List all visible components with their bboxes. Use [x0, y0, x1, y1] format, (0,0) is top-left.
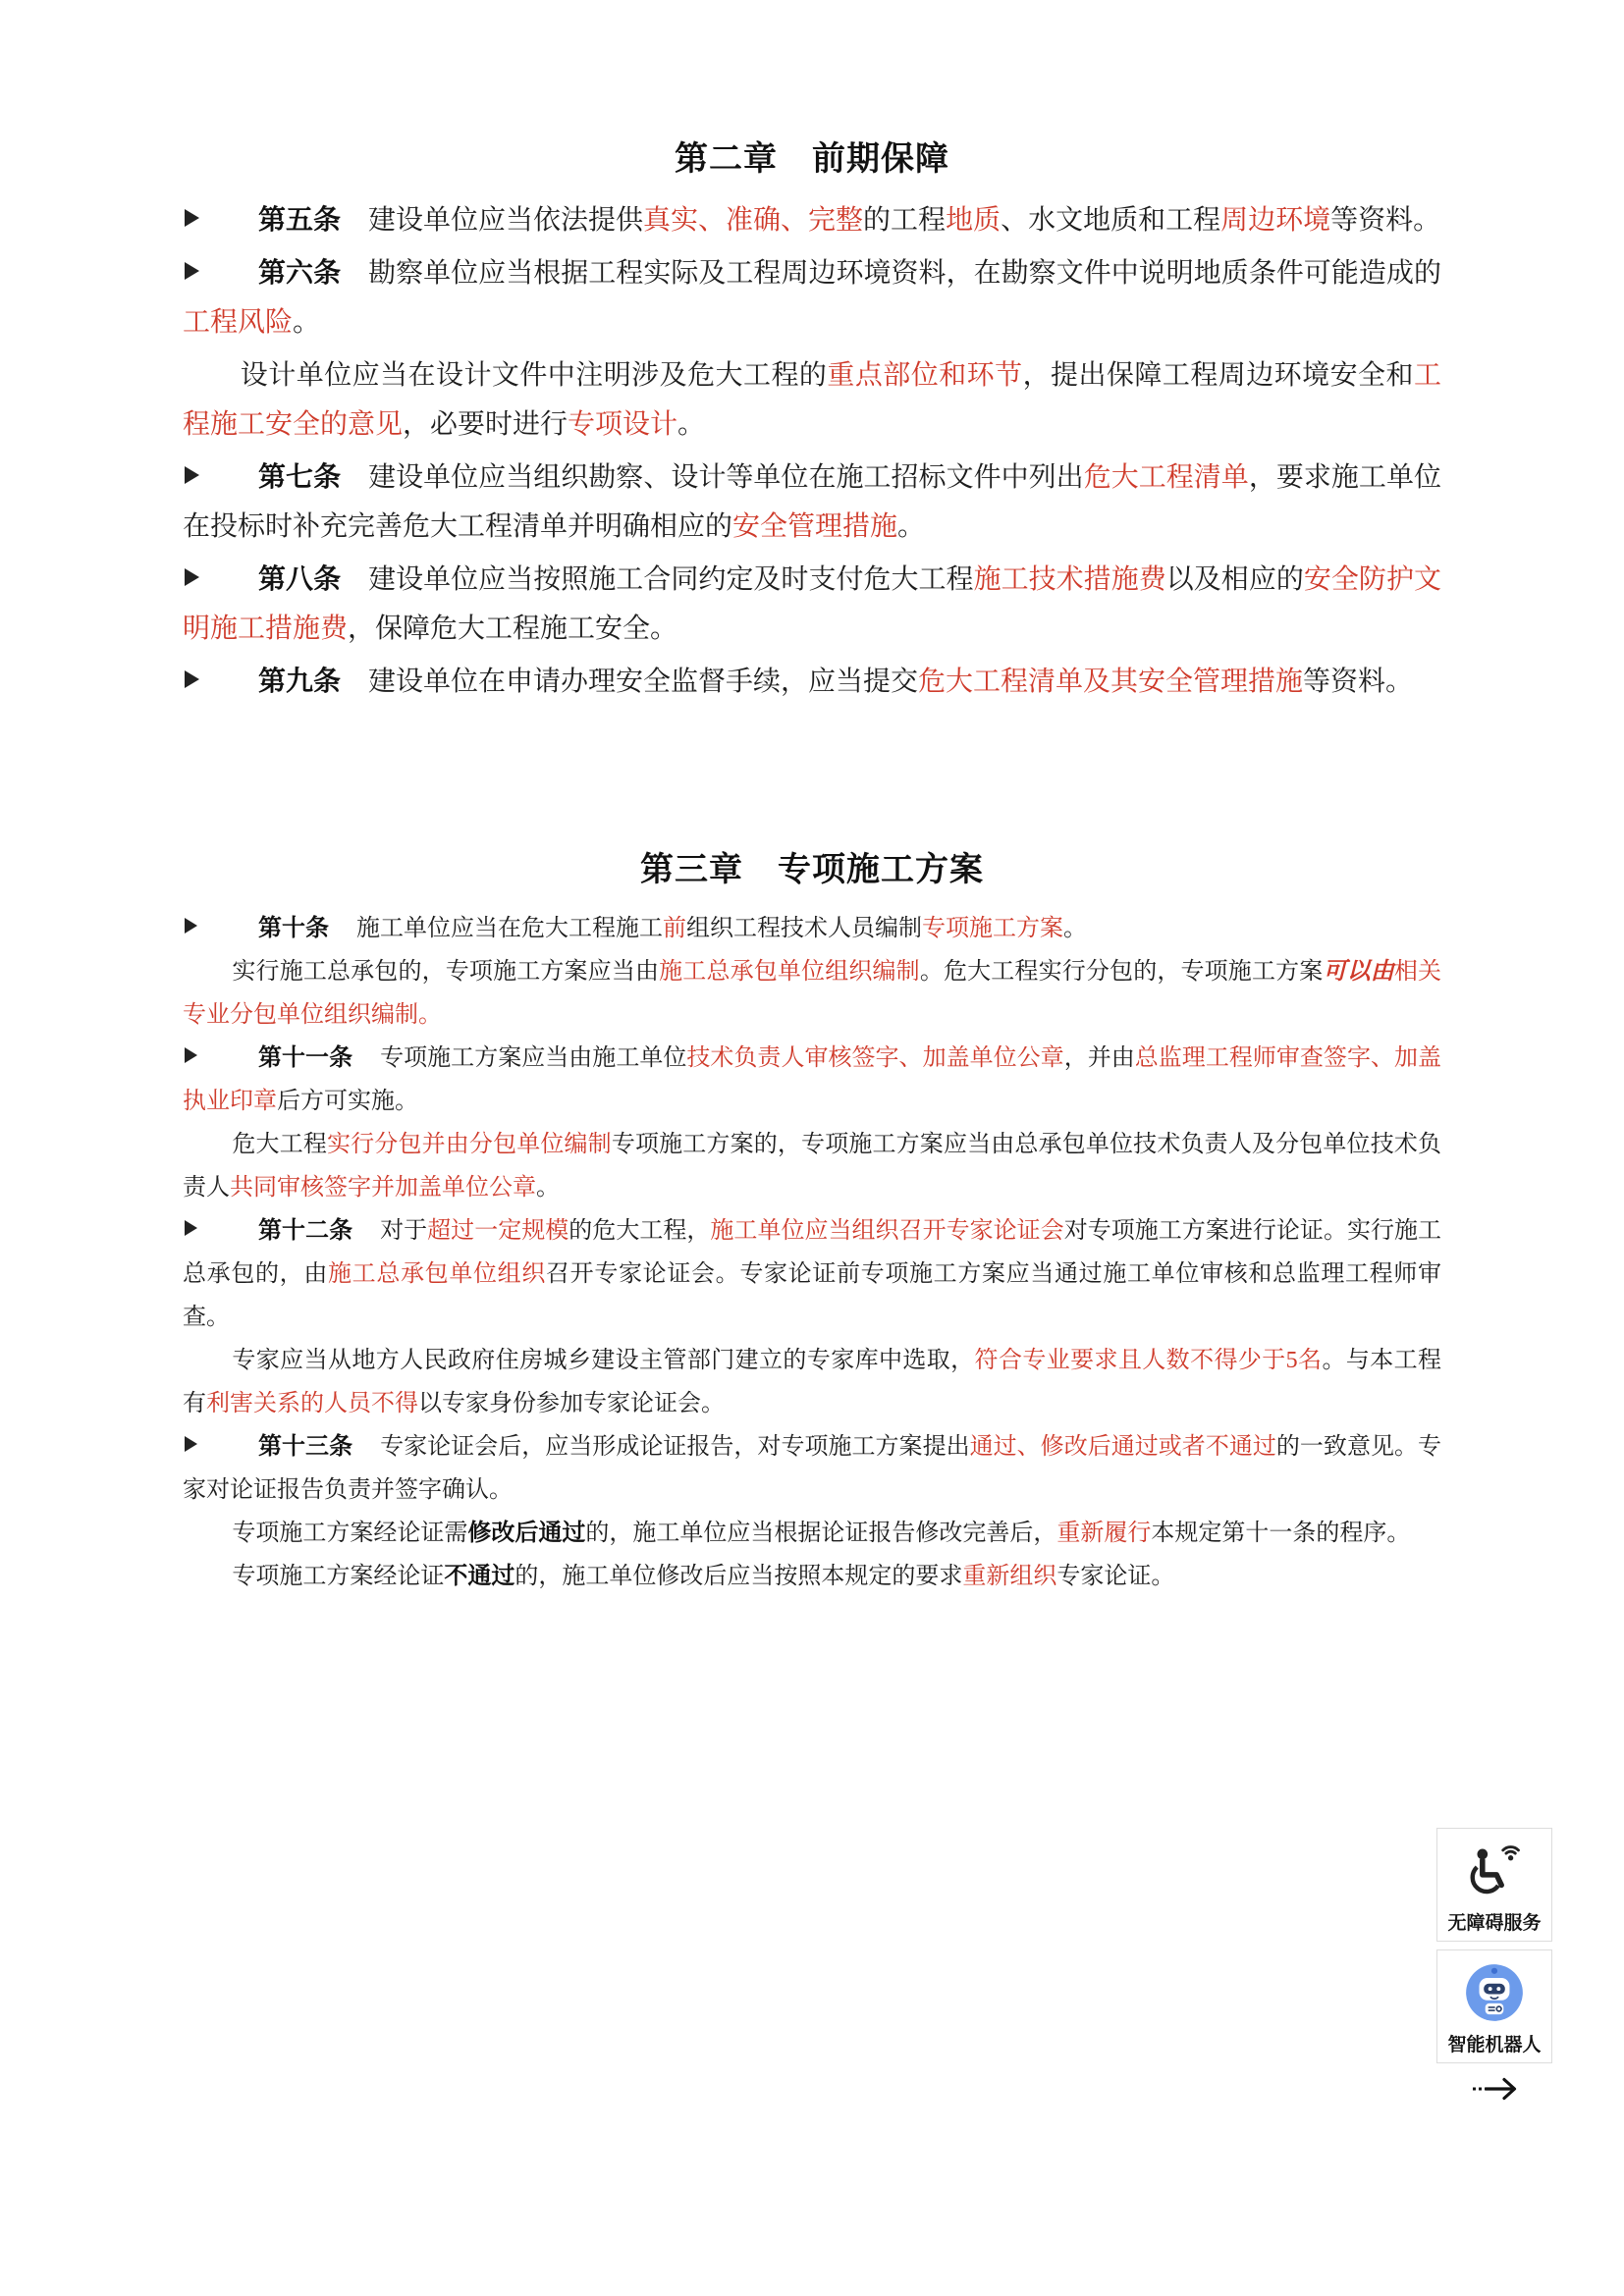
arrow-bullet-icon: [183, 1453, 258, 1454]
body-text: ，要求施工单位在投标时补充完善危大工程清单并明确相应的: [183, 462, 1441, 542]
arrow-bullet-icon: [183, 281, 258, 282]
article-number: 第十一条: [258, 1045, 353, 1071]
highlighted-text: 相关专业分包单位组织编制。: [183, 959, 1442, 1028]
body-text: 、水文地质和工程: [1001, 205, 1221, 236]
article-number: 第七条: [258, 462, 342, 493]
body-text: 对于: [380, 1218, 428, 1244]
highlighted-text: 安全防护文明施工措施费: [183, 564, 1441, 644]
arrow-bullet-icon: [183, 587, 258, 588]
arrow-bullet-icon: [183, 228, 258, 229]
body-text: ，保障危大工程施工安全。: [348, 614, 678, 644]
article-number: 第十三条: [258, 1434, 353, 1460]
highlighted-text: 施工单位应当组织召开专家论证会: [710, 1218, 1064, 1244]
highlighted-text: 工程施工安全的意见: [183, 360, 1441, 440]
highlighted-text: 共同审核签字并加盖单位公章: [230, 1175, 536, 1201]
body-paragraph: [183, 1512, 1441, 1555]
article-number: 第十条: [258, 916, 329, 941]
body-text: 建设单位在申请办理安全监督手续，应当提交: [368, 667, 919, 697]
body-text: 专项施工方案经论证需: [232, 1521, 468, 1546]
highlighted-text: 安全管理措施: [732, 511, 898, 542]
body-text: 建设单位应当组织勘察、设计等单位在施工招标文件中列出: [368, 462, 1084, 493]
body-text: 。: [536, 1175, 560, 1201]
body-text: 专项施工方案应当由施工单位: [380, 1045, 687, 1071]
body-text: 危大工程: [232, 1132, 327, 1157]
wheelchair-wifi-icon: [1437, 1829, 1551, 1912]
body-text: 以专家身份参加专家论证会。: [418, 1391, 725, 1416]
article-number: 第九条: [258, 667, 342, 697]
body-text: 专家论证会后，应当形成论证报告，对专项施工方案提出: [380, 1434, 970, 1460]
body-text: 以及相应的: [1165, 564, 1304, 595]
article-paragraph: [183, 907, 1441, 950]
article-paragraph: [183, 1425, 1441, 1512]
highlighted-text: 工程风险: [183, 307, 294, 338]
body-text: 专家应当从地方人民政府住房城乡建设主管部门建立的专家库中选取，: [232, 1348, 975, 1373]
highlighted-text: 利害关系的人员不得: [206, 1391, 418, 1416]
highlighted-text: 符合专业要求且人数不得少于5名: [974, 1348, 1323, 1373]
highlighted-text: 地质: [946, 205, 1001, 236]
highlighted-text: 不通过: [444, 1564, 515, 1589]
highlighted-text: 重新履行: [1056, 1521, 1152, 1546]
chapter-title: 第三章 专项施工方案: [640, 852, 984, 888]
body-text: 勘察单位应当根据工程实际及工程周边环境资料，在勘察文件中说明地质条件可能造成的: [368, 258, 1441, 289]
body-text: 等资料。: [1303, 667, 1414, 697]
body-text: 设计单位应当在设计文件中注明涉及危大工程的: [240, 360, 828, 391]
arrow-bullet-icon: [183, 1237, 258, 1238]
body-paragraph: [183, 1123, 1441, 1209]
highlighted-text: 通过、修改后通过或者不通过: [969, 1434, 1276, 1460]
body-paragraph: [183, 950, 1441, 1037]
body-text: 。与本工程有: [183, 1348, 1442, 1416]
body-text: 的工程: [863, 205, 947, 236]
body-text: 对专项施工方案进行论证。实行施工总承包的，由: [183, 1218, 1442, 1287]
article-number: 第六条: [258, 258, 342, 289]
body-text: 后方可实施。: [277, 1089, 418, 1114]
body-text: 专项施工方案的，专项施工方案应当由总承包单位技术负责人及分包单位技术负责人: [183, 1132, 1441, 1201]
robot-icon: [1437, 1950, 1551, 2034]
article-paragraph: [183, 196, 1441, 245]
body-text: 建设单位应当依法提供: [368, 205, 644, 236]
body-text: 建设单位应当按照施工合同约定及时支付危大工程: [368, 564, 974, 595]
body-text: 的，施工单位修改后应当按照本规定的要求: [514, 1564, 963, 1589]
chapter-title: 第二章 前期保障: [675, 141, 949, 178]
body-text: 实行施工总承包的，专项施工方案应当由: [232, 959, 660, 985]
highlighted-text: 实行分包并由分包单位编制: [327, 1132, 612, 1157]
article-number: 第五条: [258, 205, 342, 236]
body-text: 。危大工程实行分包的，专项施工方案: [919, 959, 1324, 985]
body-text: 专家论证。: [1056, 1564, 1175, 1589]
document-body: [183, 139, 1441, 1598]
arrow-bullet-icon: [183, 689, 258, 690]
body-text: 召开专家论证会。专家论证前专项施工方案应当通过施工单位审核和总监理工程师审查。: [183, 1261, 1441, 1330]
arrow-bullet-icon: [183, 934, 258, 935]
highlighted-text: 超过一定规模: [427, 1218, 569, 1244]
body-text: 专项施工方案经论证: [232, 1564, 445, 1589]
highlighted-text: 施工技术措施费: [973, 564, 1166, 595]
smart-robot-button[interactable]: [1436, 1949, 1552, 2063]
body-paragraph: [183, 1339, 1441, 1425]
body-paragraph: [183, 351, 1441, 450]
highlighted-text: 重点部位和环节: [827, 360, 1023, 391]
article-number: 第八条: [258, 564, 342, 595]
body-text: 等资料。: [1330, 205, 1441, 236]
highlighted-text: 真实、准确、完整: [643, 205, 864, 236]
body-text: ，提出保障工程周边环境安全和: [1022, 360, 1414, 391]
body-paragraph: [183, 1555, 1441, 1598]
body-text: 的危大工程，: [568, 1218, 711, 1244]
highlighted-text: 总监理工程师审查签字、加盖执业印章: [183, 1045, 1442, 1114]
body-text: 。: [677, 409, 706, 440]
body-text: 的，施工单位应当根据论证报告修改完善后，: [585, 1521, 1057, 1546]
right-arrow-icon: [1471, 2075, 1520, 2103]
highlighted-text: 可以由: [1323, 959, 1394, 985]
highlighted-text: 专项设计: [568, 409, 678, 440]
highlighted-text: 修改后通过: [467, 1521, 586, 1546]
highlighted-text: 施工总承包单位组织: [328, 1261, 546, 1287]
highlighted-text: 专项施工方案: [922, 916, 1063, 941]
article-number: 第十二条: [258, 1218, 353, 1244]
accessibility-service-button[interactable]: [1436, 1828, 1552, 1942]
chapter-section-2: [183, 850, 1441, 1598]
article-paragraph: [183, 454, 1441, 552]
body-text: 的一致意见。专家对论证报告负责并签字确认。: [183, 1434, 1442, 1503]
body-text: ，必要时进行: [403, 409, 568, 440]
article-paragraph: [183, 1037, 1441, 1123]
smart-robot-label: 智能机器人: [1447, 2035, 1542, 2056]
body-text: 本规定第十一条的程序。: [1151, 1521, 1411, 1546]
highlighted-text: 施工总承包单位组织编制: [659, 959, 920, 985]
body-text: 组织工程技术人员编制: [686, 916, 922, 941]
highlighted-text: 危大工程清单及其安全管理措施: [918, 667, 1304, 697]
expand-arrow-button[interactable]: [1471, 2075, 1520, 2103]
article-paragraph: [183, 249, 1441, 347]
highlighted-text: 周边环境: [1220, 205, 1331, 236]
article-paragraph: [183, 1209, 1441, 1339]
accessibility-service-label: 无障碍服务: [1447, 1913, 1542, 1934]
article-paragraph: [183, 658, 1441, 707]
body-text: 施工单位应当在危大工程施工: [356, 916, 663, 941]
highlighted-text: 重新组织: [962, 1564, 1057, 1589]
body-text: 。: [293, 307, 321, 338]
body-text: 。: [1063, 916, 1087, 941]
highlighted-text: 技术负责人审核签字、加盖单位公章: [686, 1045, 1064, 1071]
article-paragraph: [183, 556, 1441, 654]
highlighted-text: 前: [663, 916, 686, 941]
highlighted-text: 危大工程清单: [1083, 462, 1249, 493]
body-text: ，并由: [1063, 1045, 1135, 1071]
chapter-section-1: [183, 139, 1441, 707]
body-text: 。: [897, 511, 926, 542]
arrow-bullet-icon: [183, 485, 258, 486]
arrow-bullet-icon: [183, 1064, 258, 1065]
